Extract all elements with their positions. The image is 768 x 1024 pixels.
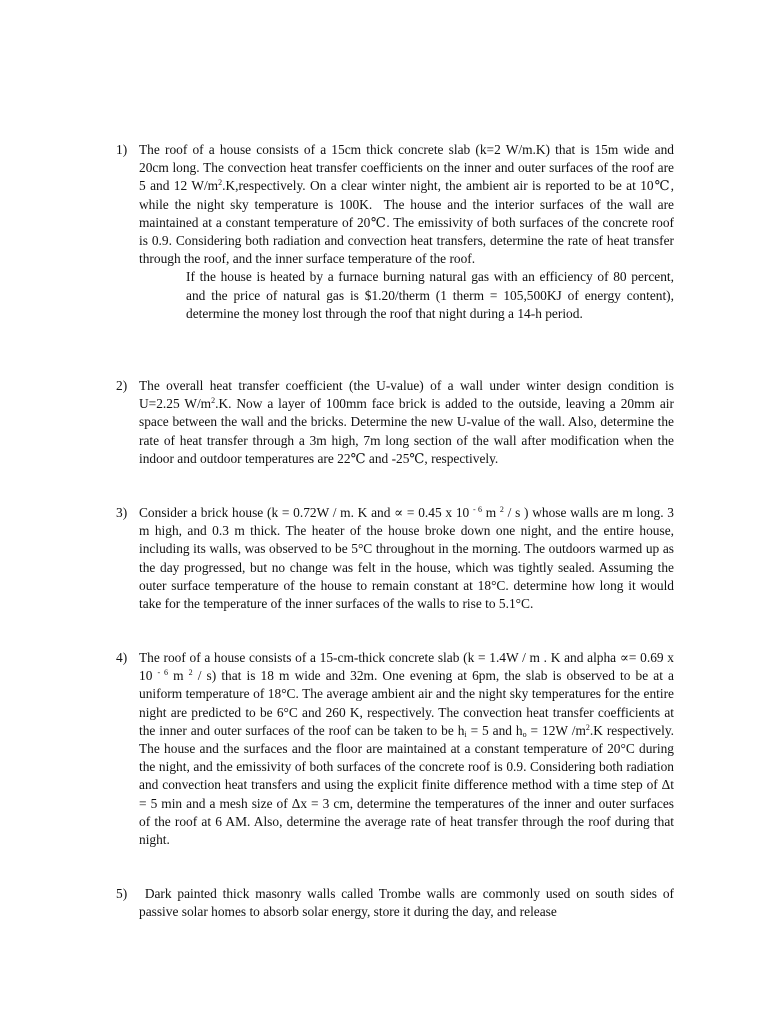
question-2 <box>116 377 674 468</box>
question-number: 2) <box>116 378 128 393</box>
question-4 <box>116 649 674 849</box>
question-number: 1) <box>116 142 128 157</box>
question-3 <box>116 504 674 613</box>
question-text: Consider a brick house (k = 0.72W / m. K and ∝ = 0.45 x 10 $^{- 6}$ m $^2$ / s ) whose walls are m long. 3 m high, and 0.3 m thick. The heater of the house broke down one night, and the entire house, including its walls, was observed to be 5°C throughout in the morning. The outdoors warmed up as the day progressed, but no change was felt in the house, which was tightly sealed. Assuming the outer surface temperature of the house to remain constant at 18°C. determine how long it would take for the temperature of the inner surfaces of the walls to rise to 5.1°C. <box>139 505 674 612</box>
question-number: 3) <box>116 505 128 520</box>
question-text: Dark painted thick masonry walls called Trombe walls are commonly used on south sides of passive solar homes to absorb solar energy, store it during the day, and release <box>139 886 674 920</box>
question-number: 5) <box>116 886 128 901</box>
question-subpart: If the house is heated by a furnace burning natural gas with an efficiency of 80 percent, and the price of natural gas is $1.20/therm (1 therm = 105,500KJ of energy content), determine the money lost through the roof that night during a 14-h period. <box>186 269 674 321</box>
question-5 <box>116 885 674 921</box>
question-1 <box>116 141 674 323</box>
question-text: The overall heat transfer coefficient (the U-value) of a wall under winter design condition is U=2.25 $W/m^2.K$. Now a layer of 100mm face brick is added to the outside, leaving a 20mm air space between the wall and the bricks. Determine the new U-value of the wall. Also, determine the rate of heat transfer through a 3m high, 7m long section of the wall after modification when the indoor and outdoor temperatures are 22℃ and -25℃, respectively. <box>139 378 674 466</box>
question-text: The roof of a house consists of a 15cm thick concrete slab (k=2 W/m.K) that is 15m wide and 20cm long. The convection heat transfer coefficients on the inner and outer surfaces of the roof are 5 and 12 $W/m^2.K,respectively$. On a clear winter night, the ambient air is reported to be at 10℃, while the night sky temperature is 100K. The house and the interior surfaces of the wall are maintained at a constant temperature of 20℃. The emissivity of both surfaces of the concrete roof is 0.9. Considering both radiation and convection heat transfers, determine the rate of heat transfer through the roof, and the inner surface temperature of the roof. <box>139 142 674 267</box>
question-text: The roof of a house consists of a 15-cm-thick concrete slab (k = 1.4W / m . K and alpha ∝= 0.69 x 10 $^{- 6}$ m $^2$ / s) that is 18 m wide and 32m. One evening at 6pm, the slab is observed to be at a uniform temperature of 18°C. The average ambient air and the night sky temperatures for the entire night are predicted to be 6°C and 260 K, respectively. The convection heat transfer coefficients at the inner and outer surfaces of the roof can be taken to be $h_i = 5$ and $h_o = 12W$ $/m^2.K$ respectively. The house and the surfaces and the floor are maintained at a constant temperature of 20°C during the night, and the emissivity of both surfaces of the concrete roof is 0.9. Considering both radiation and convection heat transfers and using the explicit finite difference method with a time step of Δt = 5 min and a mesh size of Δx = 3 cm, determine the temperatures of the inner and outer surfaces of the roof at 6 AM. Also, determine the average rate of heat transfer through the roof during that night. <box>139 650 674 848</box>
question-number: 4) <box>116 650 128 665</box>
